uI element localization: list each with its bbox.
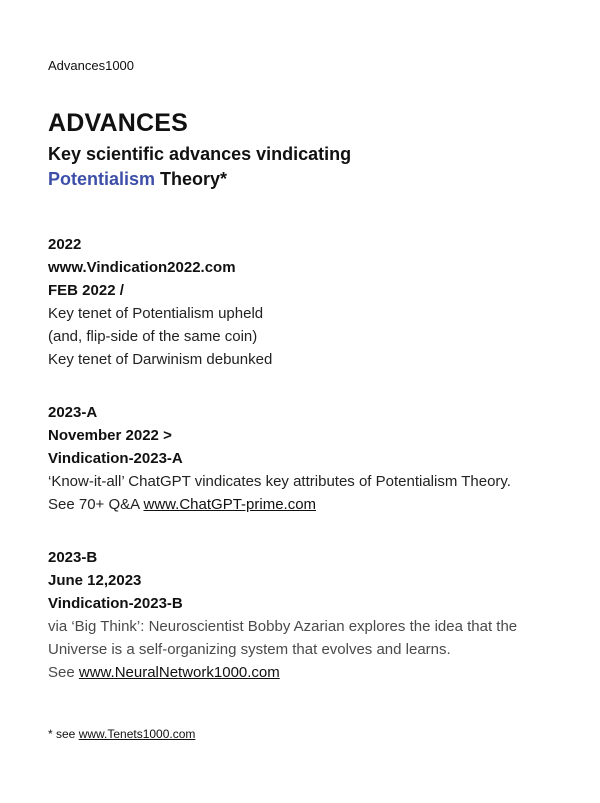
section-line: (and, flip-side of the same coin): [48, 328, 258, 345]
section-line: Key tenet of Darwinism debunked: [48, 351, 273, 368]
section-see-line: [48, 493, 588, 516]
section-line: via ‘Big Think’: Neuroscientist Bobby Azarian explores the idea that the: [48, 618, 518, 635]
see-prefix: See: [48, 664, 79, 681]
section-name: Vindication-2023-A: [48, 450, 183, 467]
section-date: FEB 2022 /: [48, 282, 124, 299]
subtitle-accent-word: Potentialism: [48, 169, 156, 189]
neural-network-link[interactable]: www.NeuralNetwork1000.com: [78, 664, 280, 681]
page-subtitle: [48, 142, 351, 192]
section-site: www.Vindication2022.com: [48, 259, 236, 276]
subtitle-line-1: Key scientific advances vindicating: [48, 144, 352, 164]
section-date: June 12,2023: [48, 572, 142, 589]
chatgpt-prime-link[interactable]: www.ChatGPT-prime.com: [143, 496, 317, 513]
footnote-prefix: * see: [48, 727, 79, 741]
section-date: November 2022 >: [48, 427, 172, 444]
page-title: ADVANCES: [48, 109, 189, 137]
subtitle-rest: Theory*: [155, 169, 228, 189]
footnote: [48, 726, 195, 742]
section-line: Universe is a self-organizing system that evolves and learns.: [48, 641, 451, 658]
site-name: Advances1000: [48, 58, 135, 73]
section-label: 2023-A: [48, 404, 98, 421]
section-label: 2023-B: [48, 549, 98, 566]
section-year: 2022: [48, 236, 82, 253]
tenets-link[interactable]: www.Tenets1000.com: [78, 727, 196, 741]
section-see-line: [48, 661, 588, 684]
subtitle-line-2: [48, 167, 351, 192]
section-line: Key tenet of Potentialism upheld: [48, 305, 264, 322]
section-name: Vindication-2023-B: [48, 595, 183, 612]
section-2022: [48, 233, 588, 371]
section-2023-b: [48, 546, 588, 684]
section-2023-a: [48, 401, 588, 516]
section-line: ‘Know-it-all’ ChatGPT vindicates key attributes of Potentialism Theory.: [48, 473, 511, 490]
see-prefix: See 70+ Q&A: [48, 496, 144, 513]
